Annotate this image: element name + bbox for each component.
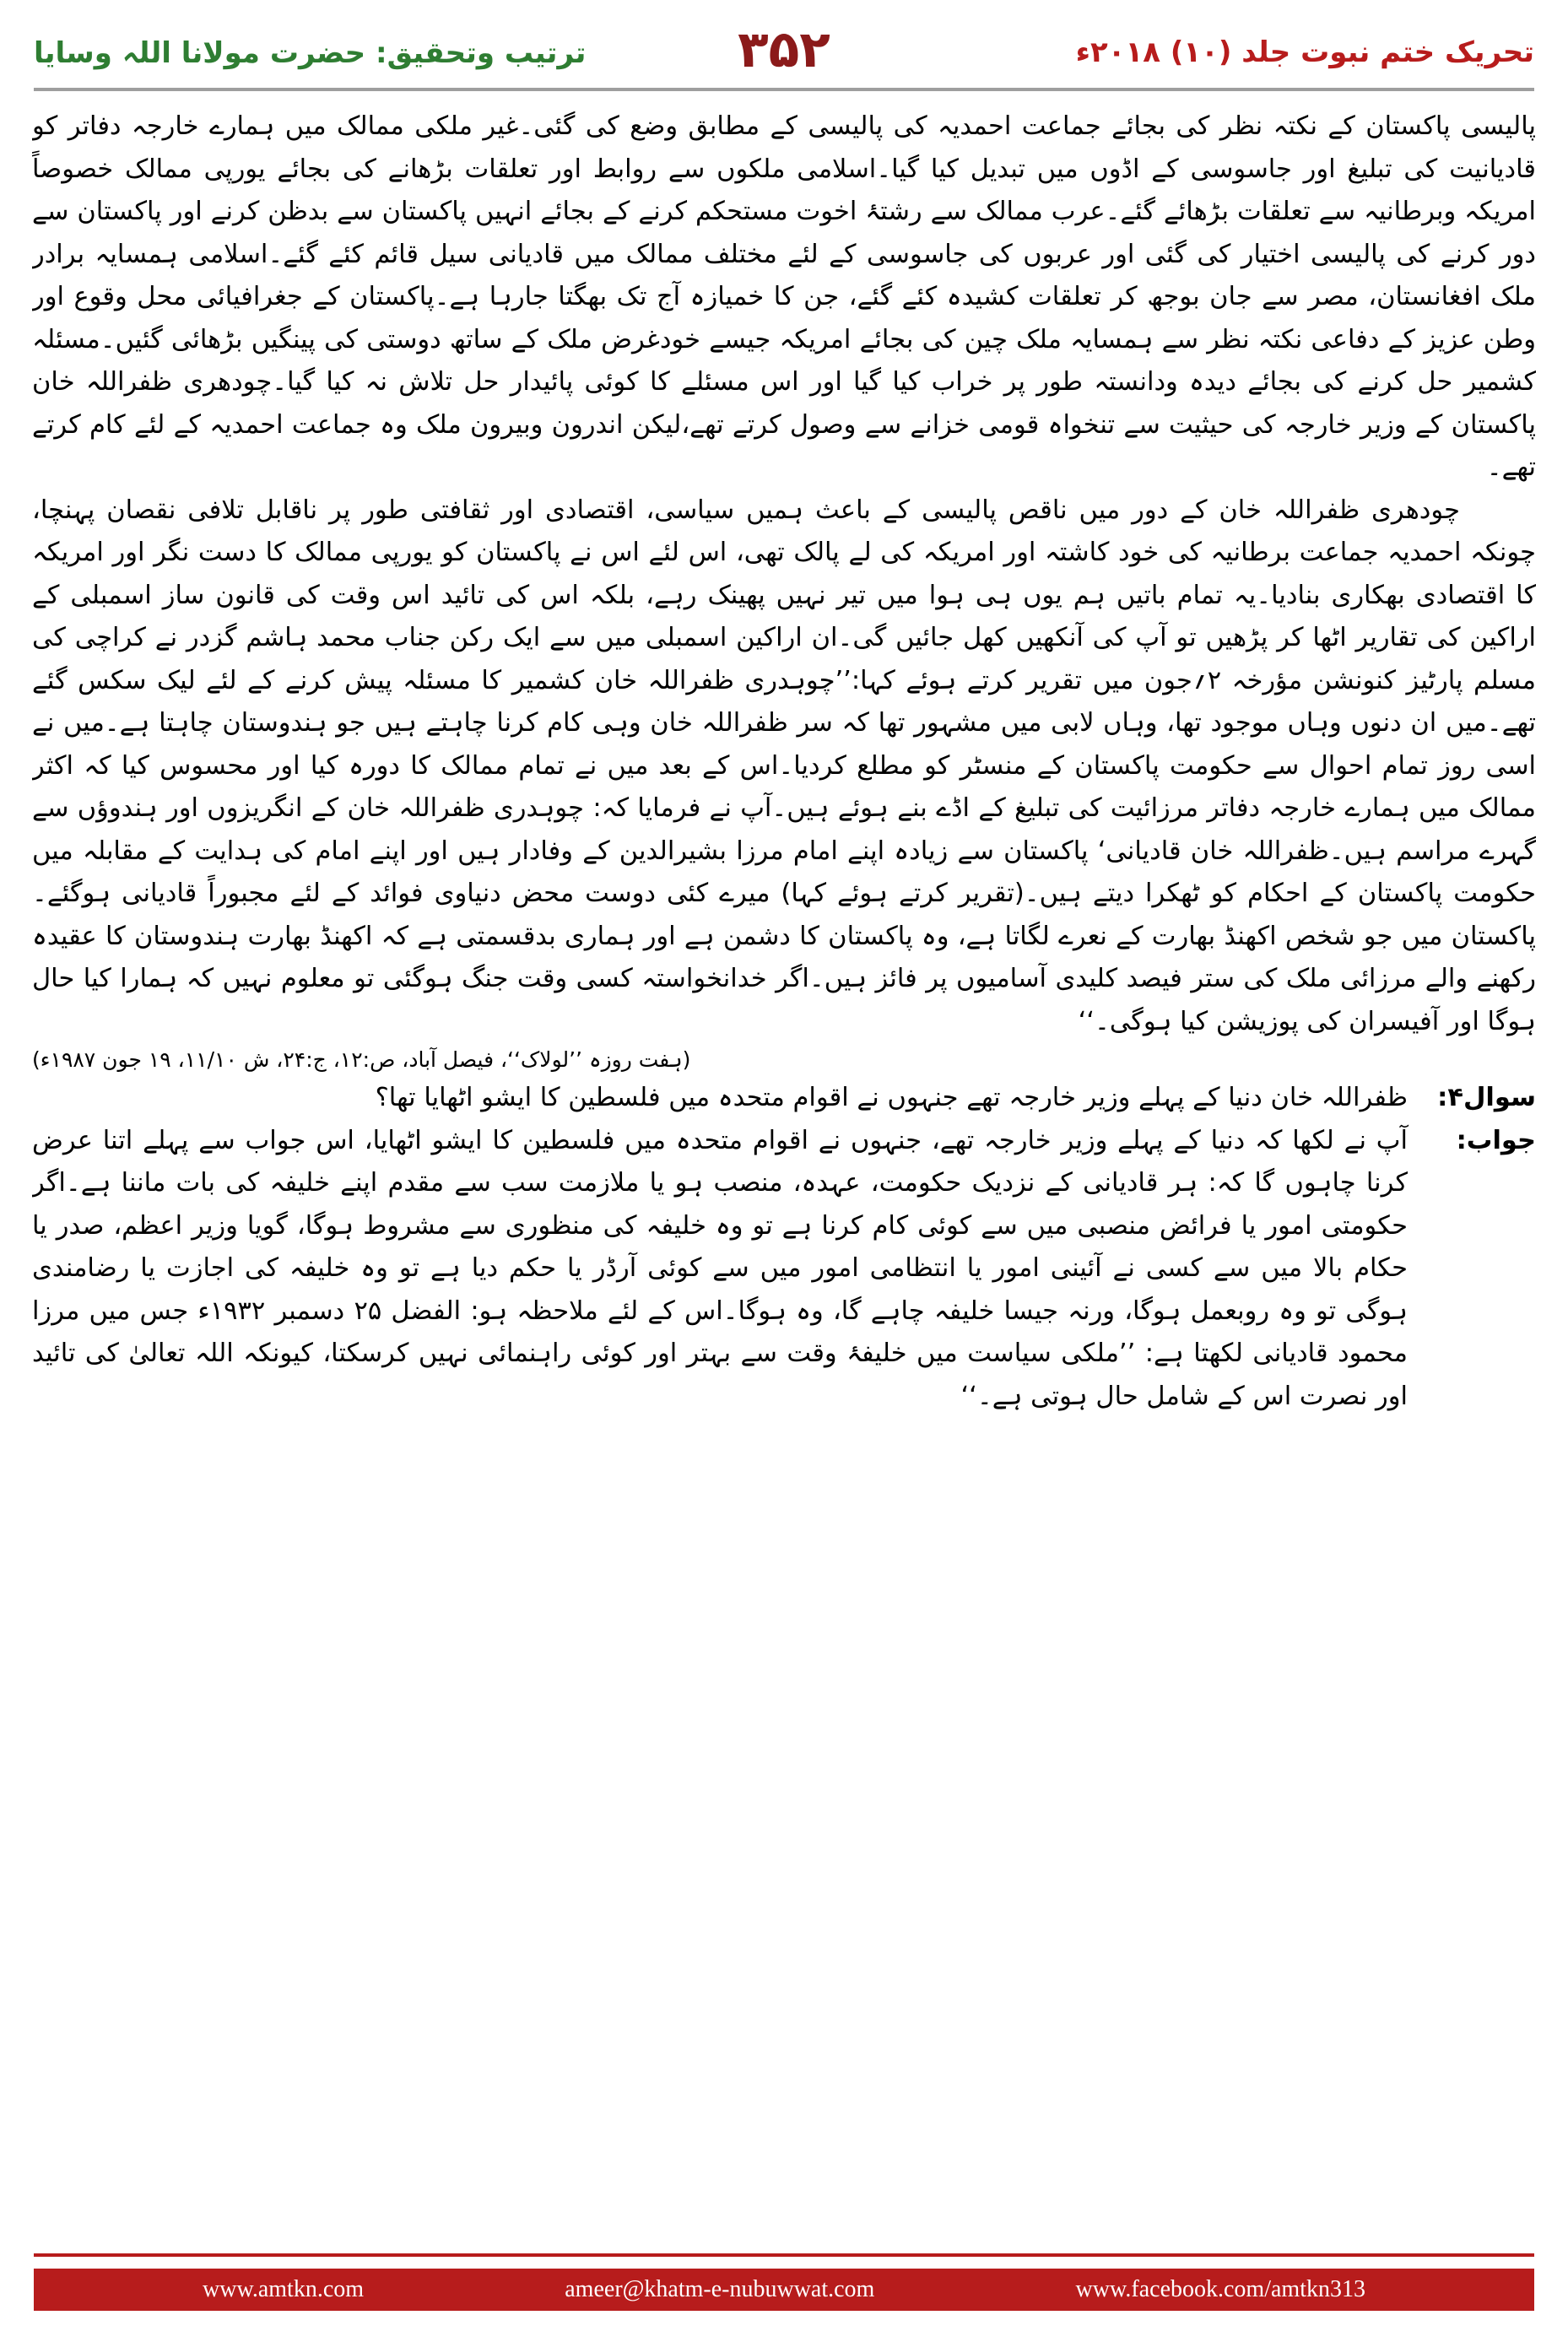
header-author: ترتیب وتحقیق: حضرت مولانا اللہ وسایا — [34, 36, 587, 70]
footer-divider — [34, 2253, 1534, 2257]
header-divider — [34, 88, 1534, 91]
paragraph-2: چودھری ظفراللہ خان کے دور میں ناقص پالیسی کے باعث ہمیں سیاسی، اقتصادی اور ثقافتی طور پر ناقابل تلافی نقصان پہنچا، چونکہ احمدیہ جماعت برطانیہ کی خود کاشتہ اور امریکہ کی لے پالک تھی، اس لئے اس نے پاکستان کو یورپی ممالک کا دست نگر اور امریکہ کا اقتصادی بھکاری بنادیا۔یہ تمام باتیں ہم یوں ہی ہوا میں تیر نہیں پھینک رہے، بلکہ اس کی تائید اس وقت کی قانون ساز اسمبلی کے اراکین کی تقاریر اٹھا کر پڑھیں تو آپ کی آنکھیں کھل جائیں گی۔ان اراکین اسمبلی میں سے ایک رکن جناب محمد ہاشم گزدر نے کراچی کی مسلم پارٹیز کنونشن مؤرخہ ۲؍جون میں تقریر کرتے ہوئے کہا:’’چوہدری ظفراللہ خان کشمیر کا مسئلہ پیش کرنے کے لئے لیک سکس گئے تھے۔میں ان دنوں وہاں موجود تھا، وہاں لابی میں مشہور تھا کہ سر ظفراللہ خان وہی کام کرنا چاہتے ہیں جو ہندوستان چاہتا ہے۔میں نے اسی روز تمام احوال سے حکومت پاکستان کے منسٹر کو مطلع کردیا۔اس کے بعد میں نے تمام ممالک کا دورہ کیا اور محسوس کیا کہ اکثر ممالک میں ہمارے خارجہ دفاتر مرزائیت کی تبلیغ کے اڈے بنے ہوئے ہیں۔آپ نے فرمایا کہ: چوہدری ظفراللہ خان کے انگریزوں اور ہندوؤں سے گہرے مراسم ہیں۔ظفراللہ خان قادیانی‘ پاکستان سے زیادہ اپنے امام مرزا بشیرالدین کے وفادار ہیں اور اپنے امام کی ہدایت کے مقابلہ میں حکومت پاکستان کے احکام کو ٹھکرا دیتے ہیں۔(تقریر کرتے ہوئے کہا) میرے کئی دوست محض دنیاوی فوائد کے لئے مجبوراً قادیانی ہوگئے۔پاکستان میں جو شخص اکھنڈ بھارت کے نعرے لگاتا ہے، وہ پاکستان کا دشمن ہے اور ہماری بدقسمتی ہے کہ اکھنڈ بھارت ہندوستان کا عقیدہ رکھنے والے مرزائی ملک کی ستر فیصد کلیدی آسامیوں پر فائز ہیں۔اگر خدانخواستہ کسی وقت جنگ ہوگئی تو معلوم نہیں کہ ہمارا کیا حال ہوگا اور آفیسران کی پوزیشن کیا ہوگی۔‘‘ — [32, 495, 1536, 1036]
page-body — [32, 105, 1536, 2199]
footer-facebook-link[interactable]: www.facebook.com/amtkn313 — [1075, 2276, 1365, 2302]
question-label: سوال۴: — [1437, 1083, 1536, 1112]
footer-bar — [34, 2269, 1534, 2311]
answer-label: جواب: — [1456, 1125, 1536, 1155]
answer-text: آپ نے لکھا کہ دنیا کے پہلے وزیر خارجہ تھے، جنہوں نے اقوام متحدہ میں فلسطین کا ایشو اٹھایا، اس جواب سے پہلے اتنا عرض کرنا چاہوں گا کہ: ہر قادیانی کے نزدیک حکومت، عہدہ، منصب ہو یا ملازمت سب سے مقدم اپنے خلیفہ کی بات ماننا ہے۔اگر حکومتی امور یا فرائض منصبی میں سے کوئی کام کرنا ہے تو وہ خلیفہ کی منظوری سے مشروط ہوگا، گویا وزیر اعظم، صدر یا حکام بالا میں سے کسی نے آئینی امور یا انتظامی امور میں سے کوئی آرڈر یا حکم دیا ہے تو وہ خلیفہ کی اجازت یا رضامندی ہوگی تو وہ روبعمل ہوگا، ورنہ جیسا خلیفہ چاہے گا، وہ ہوگا۔اس کے لئے ملاحظہ ہو: الفضل ۲۵ دسمبر ۱۹۳۲ء جس میں مرزا محمود قادیانی لکھتا ہے: ’’ملکی سیاست میں خلیفۂ وقت سے بہتر اور کوئی راہنمائی نہیں کرسکتا، کیونکہ اللہ تعالیٰ کی تائید اور نصرت اس کے شامل حال ہوتی ہے۔‘‘ — [32, 1125, 1408, 1411]
question-block — [32, 1077, 1536, 1120]
footer-email-link[interactable]: ameer@khatm-e-nubuwwat.com — [565, 2276, 875, 2302]
header-book-title: تحریک ختم نبوت جلد (۱۰) ۲۰۱۸ء — [1075, 35, 1534, 69]
page-number: ۳۵۲ — [738, 20, 830, 79]
footer-website-link[interactable]: www.amtkn.com — [203, 2276, 365, 2302]
paragraph-1: پالیسی پاکستان کے نکتہ نظر کی بجائے جماعت احمدیہ کی پالیسی کے مطابق وضع کی گئی۔غیر ملکی ممالک میں ہمارے خارجہ دفاتر کو قادیانیت کی تبلیغ اور جاسوسی کے اڈوں میں تبدیل کیا گیا۔اسلامی ملکوں سے روابط اور تعلقات بڑھانے کی بجائے یورپی ممالک خصوصاً امریکہ وبرطانیہ سے تعلقات بڑھائے گئے۔عرب ممالک سے رشتۂ اخوت مستحکم کرنے کے بجائے انہیں پاکستان سے بدظن کرنے اور پاکستان سے دور کرنے کی پالیسی اختیار کی گئی اور عربوں کی جاسوسی کے لئے مختلف ممالک میں قادیانی سیل قائم کئے گئے۔اسلامی ہمسایہ برادر ملک افغانستان، مصر سے جان بوجھ کر تعلقات کشیدہ کئے گئے، جن کا خمیازہ آج تک بھگتا جارہا ہے۔پاکستان کے جغرافیائی محل وقوع اور وطن عزیز کے دفاعی نکتہ نظر سے ہمسایہ ملک چین کی بجائے امریکہ جیسے خودغرض ملک کے ساتھ دوستی کی پینگیں بڑھائی گئیں۔مسئلہ کشمیر حل کرنے کی بجائے دیدہ ودانستہ طور پر خراب کیا گیا اور اس مسئلے کا کوئی پائیدار حل تلاش نہ کیا گیا۔چودھری ظفراللہ خان پاکستان کے وزیر خارجہ کی حیثیت سے تنخواہ قومی خزانے سے وصول کرتے تھے،لیکن اندرون وبیرون ملک وہ جماعت احمدیہ کے لئے کام کرتے تھے۔ — [32, 111, 1536, 482]
question-text: ظفراللہ خان دنیا کے پہلے وزیر خارجہ تھے جنہوں نے اقوام متحدہ میں فلسطین کا ایشو اٹھایا تھا؟ — [375, 1083, 1408, 1112]
answer-block — [32, 1120, 1536, 1419]
page-header — [34, 17, 1534, 83]
citation: (ہفت روزہ ’’لولاک‘‘، فیصل آباد، ص:۱۲، ج:۲۴، ش ۱۱/۱۰، ۱۹ جون ۱۹۸۷ء) — [32, 1047, 691, 1072]
